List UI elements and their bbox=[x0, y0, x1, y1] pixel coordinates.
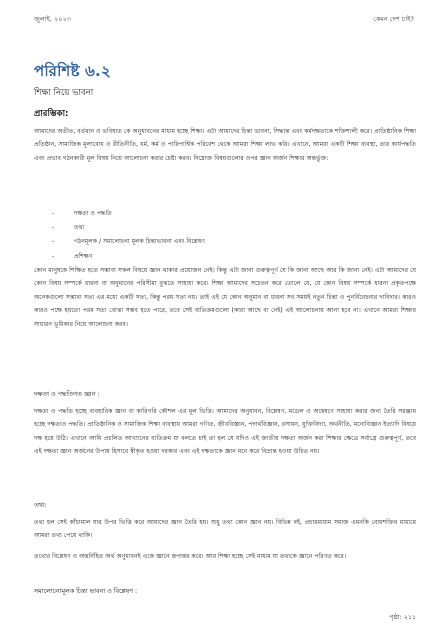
bullet-dash: - bbox=[52, 238, 55, 246]
bullet-dash: - bbox=[52, 210, 55, 217]
intro-heading: প্রারম্ভিকা: bbox=[34, 109, 69, 119]
information-heading: তথ্য: bbox=[34, 502, 47, 509]
skills-paragraph: দক্ষতা ও পদ্ধতি হচ্ছে ব্যবহারিক জ্ঞান বা কারিগরি কৌশল এর মূল ভিত্তি। আমাদের অনুধাবন, বিশ্লেষণ, মডেল ও অন্বেষণে সাহায্য করার জন্য তৈরি সরঞ্জাম হচ্ছে দক্ষতাও পদ্ধতি। প্রাতিষ্ঠানিক ও সামাজিক শিক্ষা ব্যবস্থায় আমরা গণিত, জীববিজ্ঞান, পদার্থবিজ্ঞান, রসায়ন, যুক্তিবিদ্যা, অর্থনীতি, মনোবিজ্ঞান ইত্যাদি বিষয়ে দক্ষ হয়ে উঠি। এখানে আমি প্রচলিত আখ্যানের ব্যতিক্রম যা বলতে চাই তা হল যে যদিও এই জাতীয় দক্ষতা অর্জন করা শিক্ষার ক্ষেত্রে সর্বাগ্রে গুরুত্বপূর্ণ, তবে এই দক্ষতা জ্ঞান অর্জনের উপায় হিসাবে স্বীকৃত হওয়া দরকার এবং এই দক্ষতাকে জ্ঞান মনে করে বিভ্রান্ত হওয়া উচিত নয়। bbox=[34, 408, 416, 456]
header-book-title: কেমন দেশ চাই? bbox=[373, 15, 414, 23]
list-item-label: দক্ষতা ও পদ্ধতি bbox=[74, 210, 112, 217]
list-item bbox=[52, 235, 205, 249]
critical-thinking-heading: সমালোচনামূলক চিন্তা ভাবনা ও বিশ্লেষণ : bbox=[34, 588, 138, 595]
skills-heading: দক্ষতা ও পদ্ধতিগত জ্ঞান : bbox=[34, 391, 100, 398]
scope-paragraph: কোন মানুষকে শিক্ষিত হতে সম্ভাব্য সকল বিষয়ে জ্ঞান থাকার প্রয়োজন নেই। কিন্তু এটা জানা গুরুত্বপূর্ণ যে কি জানা আছে আর কি জানা নেই। এটা আমাদের যে কোন বিষয় সম্পর্কে ধারনা বা অনুমানের পরিসীমা বুঝতে সাহায্য করে। শিক্ষা আমাদের সচেতন করে তোলে যে, যে কোন বিষয় সম্পর্কে ধারনা প্রকৃতপক্ষে অনেকগুলো সম্ভাব্য সত্য এর মধ্যে একটি সত্য, কিন্তু পরম সত্য নয়। তাই এই যে কোন অনুমান বা ধারনা সব সময়ই নতুন চিন্তা ও পুনর্বিবেচনার দাবিদার। কারও কারও পক্ষে হয়তো পরম সত্য বোঝা সম্ভব হতে পারে, তবে সেই ব্যতিক্রমগুলো (কারা আছে বা নেই) এই আলোচনায় আনা হবে না। এখানে আমরা শিক্ষার সাধারন ভূমিকার নিয়ে আলোচনা করব। bbox=[34, 267, 416, 328]
bullet-dash: - bbox=[52, 224, 55, 232]
list-item bbox=[52, 207, 205, 221]
list-item-label: প্রশিক্ষণ bbox=[74, 252, 93, 260]
appendix-title: পরিশিষ্ট ৬.২ bbox=[34, 62, 111, 80]
list-item bbox=[52, 221, 205, 235]
header-date: জুলাই, ২০২৩ bbox=[34, 15, 71, 23]
intro-paragraph: আমাদের অতীত, বর্তমান ও ভবিষ্যত কে অনুধাবনের মাধ্যম হচ্ছে শিক্ষা। এটা আমাদের চিন্তা ভাবনা, সিদ্ধান্ত এবং কর্মদক্ষতাকে শক্তিশালী করে। প্রাতিষ্ঠানিক শিক্ষা প্রতিষ্ঠান, সামাজিক মূল্যবোধ ও রীতিনীতি, ধর্ম, কর্ম ও পারিপার্শ্বিক পরিবেশ থেকে আমরা শিক্ষা লাভ করি। এখানে, আমরা একটি শিক্ষা ব্যবস্থা, তার কার্যপদ্ধতি এবং প্রভাব গঠনকারী মূল বিষয় নিয়ে আলোচনা করার চেষ্টা করব। নিম্নোক্ত বিষয়গুলোর ওপর জ্ঞান অর্জন শিক্ষার অন্তর্ভুক্ত: bbox=[34, 128, 416, 162]
information-paragraph-2: তথ্যের বিশ্লেষণ ও অন্তর্নিহিত অর্থ অনুধাবনই একে জ্ঞানে রূপান্তর করে। আর শিক্ষা হচ্ছে সেই মাধ্যম যা তথ্যকে জ্ঞানে পরিণত করে। bbox=[34, 553, 347, 560]
running-header bbox=[34, 14, 414, 25]
list-item bbox=[52, 250, 205, 264]
bullet-dash: - bbox=[52, 252, 55, 260]
page-number: পৃষ্ঠা: ২১১ bbox=[389, 614, 416, 621]
list-item-label: গঠনমূলক / সমালোচনা মূলক চিন্তাভাবনা এবং বিশ্লেষণ bbox=[74, 238, 205, 246]
topic-list bbox=[52, 207, 205, 264]
information-paragraph-1: তথ্য হল সেই কাঁচামাল যার উপর ভিত্তি করে আমাদের জ্ঞান তৈরি হয়। শুধু তথ্য কোন জ্ঞান নয়। বিভিন্ন বই, প্রচারমাধ্যম সমাজ এমনকি বোধশক্তির মাধ্যমে আমরা তথ্য পেয়ে থাকি। bbox=[34, 519, 416, 540]
appendix-subtitle: শিক্ষা নিয়ে ভাবনা bbox=[34, 88, 94, 98]
list-item-label: তথ্য bbox=[74, 224, 85, 232]
